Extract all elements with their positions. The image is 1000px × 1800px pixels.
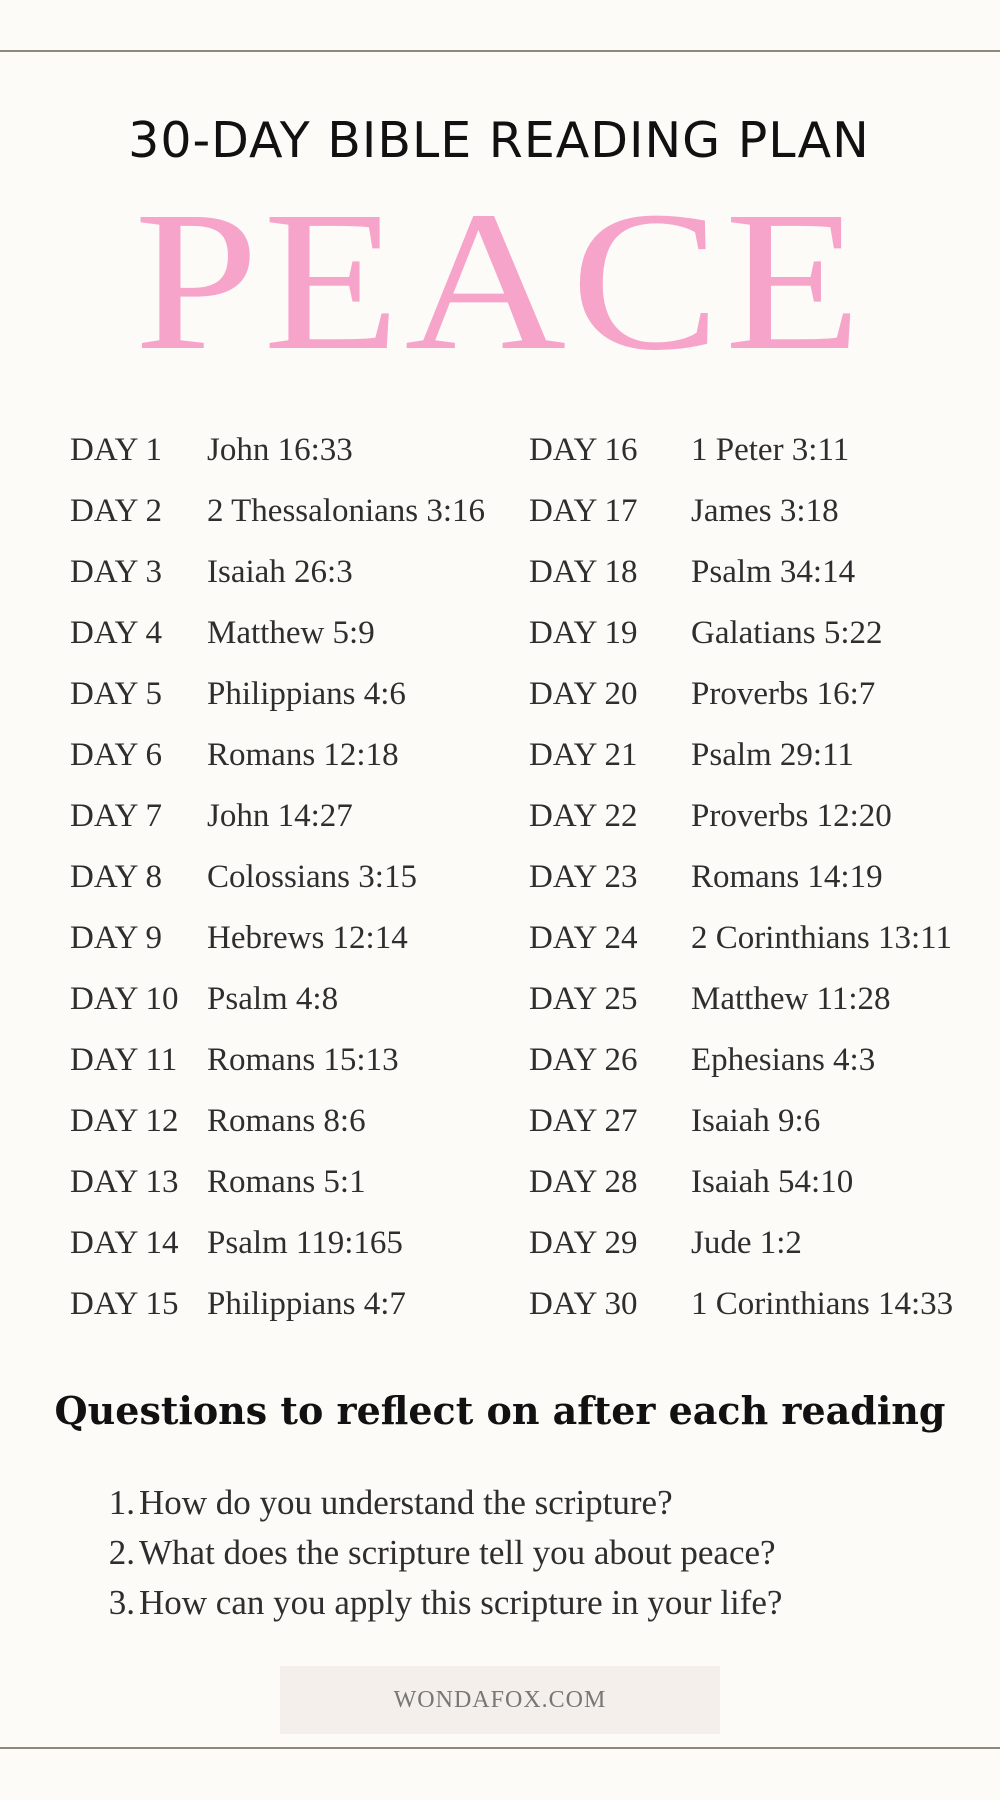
day-label: DAY 25 — [529, 981, 638, 1017]
day-label: DAY 29 — [529, 1225, 638, 1261]
day-label: DAY 2 — [70, 493, 162, 529]
scripture-reference: Proverbs 16:7 — [691, 676, 876, 712]
reading-row — [529, 603, 953, 664]
site-link[interactable]: WONDAFOX.COM — [393, 1686, 607, 1713]
scripture-reference: Proverbs 12:20 — [691, 798, 892, 834]
scripture-reference: Matthew 11:28 — [691, 981, 891, 1017]
day-label: DAY 24 — [529, 920, 638, 956]
day-label: DAY 27 — [529, 1103, 638, 1139]
reading-row — [70, 786, 485, 847]
scripture-reference: Isaiah 26:3 — [207, 554, 353, 590]
reading-row — [70, 1030, 485, 1091]
question-text: How can you apply this scripture in your life? — [139, 1583, 783, 1622]
reading-row — [70, 542, 485, 603]
scripture-reference: Romans 12:18 — [207, 737, 399, 773]
day-label: DAY 12 — [70, 1103, 179, 1139]
scripture-reference: Galatians 5:22 — [691, 615, 883, 651]
reading-row — [70, 1213, 485, 1274]
scripture-reference: James 3:18 — [691, 493, 839, 529]
bottom-divider — [0, 1747, 1000, 1749]
reading-row — [529, 1152, 953, 1213]
reading-row — [529, 908, 953, 969]
scripture-reference: Jude 1:2 — [691, 1225, 802, 1261]
scripture-reference: Ephesians 4:3 — [691, 1042, 876, 1078]
scripture-reference: 2 Corinthians 13:11 — [691, 920, 952, 956]
day-label: DAY 1 — [70, 432, 162, 468]
day-label: DAY 14 — [70, 1225, 179, 1261]
reading-row — [70, 1274, 485, 1335]
plan-subtitle: 30-DAY BIBLE READING PLAN — [128, 112, 870, 169]
scripture-reference: 1 Peter 3:11 — [691, 432, 850, 468]
reading-row — [529, 847, 953, 908]
reading-row — [70, 969, 485, 1030]
scripture-reference: Hebrews 12:14 — [207, 920, 408, 956]
plan-title: PEACE — [134, 171, 866, 392]
scripture-reference: Psalm 34:14 — [691, 554, 856, 590]
day-label: DAY 7 — [70, 798, 162, 834]
day-label: DAY 20 — [529, 676, 638, 712]
day-label: DAY 11 — [70, 1042, 178, 1078]
scripture-reference: Romans 5:1 — [207, 1164, 366, 1200]
day-label: DAY 26 — [529, 1042, 638, 1078]
question-item — [105, 1478, 925, 1528]
question-item — [105, 1578, 925, 1628]
scripture-reference: 1 Corinthians 14:33 — [691, 1286, 954, 1322]
reading-row — [529, 481, 953, 542]
day-label: DAY 16 — [529, 432, 638, 468]
reading-row — [529, 1213, 953, 1274]
reading-row — [529, 1274, 953, 1335]
scripture-reference: Isaiah 9:6 — [691, 1103, 821, 1139]
scripture-reference: Philippians 4:7 — [207, 1286, 406, 1322]
reading-row — [70, 908, 485, 969]
questions-heading: Questions to reflect on after each reading — [54, 1388, 946, 1433]
reading-row — [70, 481, 485, 542]
day-label: DAY 5 — [70, 676, 162, 712]
questions-list — [105, 1478, 925, 1628]
question-text: How do you understand the scripture? — [139, 1483, 673, 1522]
question-number: 1. — [108, 1483, 135, 1522]
day-label: DAY 15 — [70, 1286, 179, 1322]
day-label: DAY 23 — [529, 859, 638, 895]
scripture-reference: Matthew 5:9 — [207, 615, 375, 651]
reading-list-right — [529, 420, 953, 1335]
day-label: DAY 22 — [529, 798, 638, 834]
day-label: DAY 28 — [529, 1164, 638, 1200]
scripture-reference: Isaiah 54:10 — [691, 1164, 854, 1200]
reading-row — [529, 725, 953, 786]
reading-row — [70, 1152, 485, 1213]
day-label: DAY 18 — [529, 554, 638, 590]
reading-row — [529, 786, 953, 847]
reading-row — [70, 603, 485, 664]
scripture-reference: 2 Thessalonians 3:16 — [207, 493, 486, 529]
day-label: DAY 13 — [70, 1164, 179, 1200]
reading-row — [70, 1091, 485, 1152]
reading-list-left — [70, 420, 485, 1335]
scripture-reference: Psalm 29:11 — [691, 737, 854, 773]
scripture-reference: Philippians 4:6 — [207, 676, 406, 712]
day-label: DAY 19 — [529, 615, 638, 651]
footer-banner — [280, 1666, 720, 1734]
scripture-reference: Psalm 4:8 — [207, 981, 339, 1017]
reading-row — [529, 542, 953, 603]
reading-row — [529, 1030, 953, 1091]
question-item — [105, 1528, 925, 1578]
day-label: DAY 8 — [70, 859, 162, 895]
scripture-reference: John 14:27 — [207, 798, 353, 834]
day-label: DAY 6 — [70, 737, 162, 773]
question-number: 3. — [108, 1583, 135, 1622]
reading-row — [70, 664, 485, 725]
scripture-reference: Romans 8:6 — [207, 1103, 366, 1139]
question-number: 2. — [108, 1533, 135, 1572]
reading-row — [70, 420, 485, 481]
day-label: DAY 4 — [70, 615, 162, 651]
reading-row — [529, 420, 953, 481]
top-divider — [0, 50, 1000, 52]
day-label: DAY 9 — [70, 920, 162, 956]
scripture-reference: Romans 14:19 — [691, 859, 883, 895]
day-label: DAY 17 — [529, 493, 638, 529]
scripture-reference: Psalm 119:165 — [207, 1225, 403, 1261]
day-label: DAY 10 — [70, 981, 179, 1017]
reading-row — [529, 1091, 953, 1152]
reading-row — [529, 664, 953, 725]
reading-row — [70, 847, 485, 908]
day-label: DAY 30 — [529, 1286, 638, 1322]
reading-row — [70, 725, 485, 786]
question-text: What does the scripture tell you about peace? — [139, 1533, 776, 1572]
reading-row — [529, 969, 953, 1030]
scripture-reference: John 16:33 — [207, 432, 353, 468]
scripture-reference: Romans 15:13 — [207, 1042, 399, 1078]
day-label: DAY 3 — [70, 554, 162, 590]
scripture-reference: Colossians 3:15 — [207, 859, 417, 895]
day-label: DAY 21 — [529, 737, 638, 773]
